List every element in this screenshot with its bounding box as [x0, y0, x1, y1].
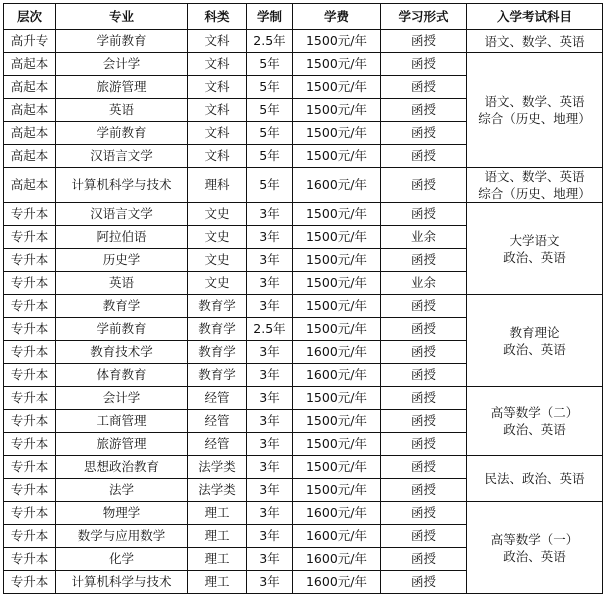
level-cell: 专升本	[4, 203, 56, 226]
exam-subjects-cell: 教育理论 政治、英语	[467, 295, 603, 387]
major-cell: 工商管理	[56, 410, 188, 433]
category-cell: 教育学	[188, 341, 247, 364]
duration-cell: 3年	[247, 249, 293, 272]
duration-cell: 3年	[247, 502, 293, 525]
fee-cell: 1600元/年	[293, 525, 381, 548]
table-row	[4, 456, 603, 479]
fee-cell: 1500元/年	[293, 203, 381, 226]
table-row	[4, 502, 603, 525]
enrollment-table-container	[3, 3, 603, 594]
category-cell: 理科	[188, 168, 247, 203]
category-cell: 文史	[188, 203, 247, 226]
fee-cell: 1500元/年	[293, 410, 381, 433]
duration-cell: 2.5年	[247, 318, 293, 341]
header-row	[4, 4, 603, 30]
major-cell: 阿拉伯语	[56, 226, 188, 249]
level-cell: 专升本	[4, 318, 56, 341]
fee-cell: 1600元/年	[293, 341, 381, 364]
exam-subjects-cell: 高等数学（一） 政治、英语	[467, 502, 603, 594]
level-cell: 专升本	[4, 387, 56, 410]
study-mode-cell: 函授	[381, 168, 467, 203]
fee-cell: 1500元/年	[293, 479, 381, 502]
level-cell: 专升本	[4, 226, 56, 249]
level-cell: 专升本	[4, 433, 56, 456]
major-cell: 英语	[56, 99, 188, 122]
level-cell: 专升本	[4, 341, 56, 364]
duration-cell: 5年	[247, 53, 293, 76]
duration-cell: 3年	[247, 479, 293, 502]
major-cell: 旅游管理	[56, 433, 188, 456]
duration-cell: 3年	[247, 341, 293, 364]
table-row	[4, 295, 603, 318]
category-cell: 理工	[188, 502, 247, 525]
major-cell: 会计学	[56, 387, 188, 410]
level-cell: 专升本	[4, 571, 56, 594]
table-row	[4, 30, 603, 53]
duration-cell: 3年	[247, 364, 293, 387]
category-cell: 经管	[188, 433, 247, 456]
duration-cell: 5年	[247, 76, 293, 99]
fee-cell: 1500元/年	[293, 99, 381, 122]
major-cell: 计算机科学与技术	[56, 571, 188, 594]
study-mode-cell: 函授	[381, 387, 467, 410]
major-cell: 思想政治教育	[56, 456, 188, 479]
level-cell: 专升本	[4, 272, 56, 295]
fee-cell: 1500元/年	[293, 53, 381, 76]
enrollment-table	[3, 3, 603, 594]
study-mode-cell: 函授	[381, 122, 467, 145]
level-cell: 专升本	[4, 502, 56, 525]
study-mode-cell: 函授	[381, 364, 467, 387]
duration-cell: 5年	[247, 168, 293, 203]
category-cell: 理工	[188, 548, 247, 571]
category-cell: 教育学	[188, 364, 247, 387]
major-cell: 汉语言文学	[56, 203, 188, 226]
category-cell: 理工	[188, 571, 247, 594]
study-mode-cell: 函授	[381, 341, 467, 364]
study-mode-cell: 函授	[381, 30, 467, 53]
fee-cell: 1500元/年	[293, 295, 381, 318]
level-cell: 高起本	[4, 99, 56, 122]
study-mode-cell: 函授	[381, 502, 467, 525]
study-mode-cell: 函授	[381, 99, 467, 122]
study-mode-cell: 函授	[381, 479, 467, 502]
level-cell: 专升本	[4, 525, 56, 548]
fee-cell: 1500元/年	[293, 122, 381, 145]
fee-cell: 1500元/年	[293, 433, 381, 456]
level-cell: 高起本	[4, 53, 56, 76]
duration-cell: 3年	[247, 433, 293, 456]
duration-cell: 3年	[247, 525, 293, 548]
duration-cell: 3年	[247, 272, 293, 295]
level-cell: 高升专	[4, 30, 56, 53]
major-cell: 汉语言文学	[56, 145, 188, 168]
table-row	[4, 168, 603, 203]
fee-cell: 1500元/年	[293, 226, 381, 249]
major-cell: 教育学	[56, 295, 188, 318]
major-cell: 旅游管理	[56, 76, 188, 99]
level-cell: 高起本	[4, 145, 56, 168]
category-cell: 法学类	[188, 456, 247, 479]
fee-cell: 1500元/年	[293, 456, 381, 479]
header-category: 科类	[188, 4, 247, 30]
fee-cell: 1600元/年	[293, 548, 381, 571]
study-mode-cell: 函授	[381, 249, 467, 272]
major-cell: 历史学	[56, 249, 188, 272]
fee-cell: 1500元/年	[293, 30, 381, 53]
study-mode-cell: 函授	[381, 318, 467, 341]
duration-cell: 3年	[247, 571, 293, 594]
fee-cell: 1600元/年	[293, 571, 381, 594]
category-cell: 文科	[188, 30, 247, 53]
level-cell: 高起本	[4, 122, 56, 145]
category-cell: 文科	[188, 99, 247, 122]
fee-cell: 1600元/年	[293, 168, 381, 203]
duration-cell: 5年	[247, 99, 293, 122]
level-cell: 高起本	[4, 76, 56, 99]
major-cell: 物理学	[56, 502, 188, 525]
category-cell: 文科	[188, 76, 247, 99]
fee-cell: 1500元/年	[293, 272, 381, 295]
study-mode-cell: 函授	[381, 456, 467, 479]
exam-subjects-cell: 民法、政治、英语	[467, 456, 603, 502]
level-cell: 专升本	[4, 410, 56, 433]
major-cell: 化学	[56, 548, 188, 571]
exam-subjects-cell: 高等数学（二） 政治、英语	[467, 387, 603, 456]
level-cell: 专升本	[4, 456, 56, 479]
fee-cell: 1500元/年	[293, 387, 381, 410]
major-cell: 英语	[56, 272, 188, 295]
level-cell: 专升本	[4, 479, 56, 502]
fee-cell: 1600元/年	[293, 364, 381, 387]
study-mode-cell: 函授	[381, 145, 467, 168]
category-cell: 文史	[188, 226, 247, 249]
study-mode-cell: 函授	[381, 295, 467, 318]
table-row	[4, 203, 603, 226]
category-cell: 文史	[188, 272, 247, 295]
category-cell: 文科	[188, 145, 247, 168]
exam-subjects-cell: 语文、数学、英语 综合（历史、地理）	[467, 168, 603, 203]
major-cell: 数学与应用数学	[56, 525, 188, 548]
major-cell: 学前教育	[56, 30, 188, 53]
study-mode-cell: 业余	[381, 272, 467, 295]
category-cell: 文史	[188, 249, 247, 272]
study-mode-cell: 函授	[381, 571, 467, 594]
major-cell: 学前教育	[56, 318, 188, 341]
level-cell: 专升本	[4, 548, 56, 571]
duration-cell: 3年	[247, 548, 293, 571]
duration-cell: 5年	[247, 145, 293, 168]
duration-cell: 5年	[247, 122, 293, 145]
duration-cell: 3年	[247, 456, 293, 479]
study-mode-cell: 函授	[381, 410, 467, 433]
header-exam-subjects: 入学考试科目	[467, 4, 603, 30]
level-cell: 专升本	[4, 364, 56, 387]
exam-subjects-cell: 语文、数学、英语 综合（历史、地理）	[467, 53, 603, 168]
major-cell: 教育技术学	[56, 341, 188, 364]
category-cell: 文科	[188, 122, 247, 145]
major-cell: 体育教育	[56, 364, 188, 387]
table-body	[4, 30, 603, 594]
header-study-mode: 学习形式	[381, 4, 467, 30]
major-cell: 学前教育	[56, 122, 188, 145]
table-row	[4, 387, 603, 410]
duration-cell: 3年	[247, 203, 293, 226]
duration-cell: 3年	[247, 226, 293, 249]
duration-cell: 2.5年	[247, 30, 293, 53]
duration-cell: 3年	[247, 410, 293, 433]
table-row	[4, 53, 603, 76]
fee-cell: 1600元/年	[293, 502, 381, 525]
fee-cell: 1500元/年	[293, 145, 381, 168]
exam-subjects-cell: 大学语文 政治、英语	[467, 203, 603, 295]
study-mode-cell: 函授	[381, 548, 467, 571]
study-mode-cell: 函授	[381, 433, 467, 456]
header-major: 专业	[56, 4, 188, 30]
category-cell: 法学类	[188, 479, 247, 502]
category-cell: 文科	[188, 53, 247, 76]
fee-cell: 1500元/年	[293, 318, 381, 341]
study-mode-cell: 业余	[381, 226, 467, 249]
level-cell: 专升本	[4, 295, 56, 318]
major-cell: 会计学	[56, 53, 188, 76]
category-cell: 教育学	[188, 318, 247, 341]
header-level: 层次	[4, 4, 56, 30]
study-mode-cell: 函授	[381, 203, 467, 226]
category-cell: 经管	[188, 387, 247, 410]
major-cell: 法学	[56, 479, 188, 502]
study-mode-cell: 函授	[381, 525, 467, 548]
header-duration: 学制	[247, 4, 293, 30]
duration-cell: 3年	[247, 295, 293, 318]
major-cell: 计算机科学与技术	[56, 168, 188, 203]
study-mode-cell: 函授	[381, 53, 467, 76]
duration-cell: 3年	[247, 387, 293, 410]
fee-cell: 1500元/年	[293, 249, 381, 272]
fee-cell: 1500元/年	[293, 76, 381, 99]
category-cell: 理工	[188, 525, 247, 548]
exam-subjects-cell: 语文、数学、英语	[467, 30, 603, 53]
category-cell: 经管	[188, 410, 247, 433]
category-cell: 教育学	[188, 295, 247, 318]
study-mode-cell: 函授	[381, 76, 467, 99]
level-cell: 高起本	[4, 168, 56, 203]
level-cell: 专升本	[4, 249, 56, 272]
header-fee: 学费	[293, 4, 381, 30]
